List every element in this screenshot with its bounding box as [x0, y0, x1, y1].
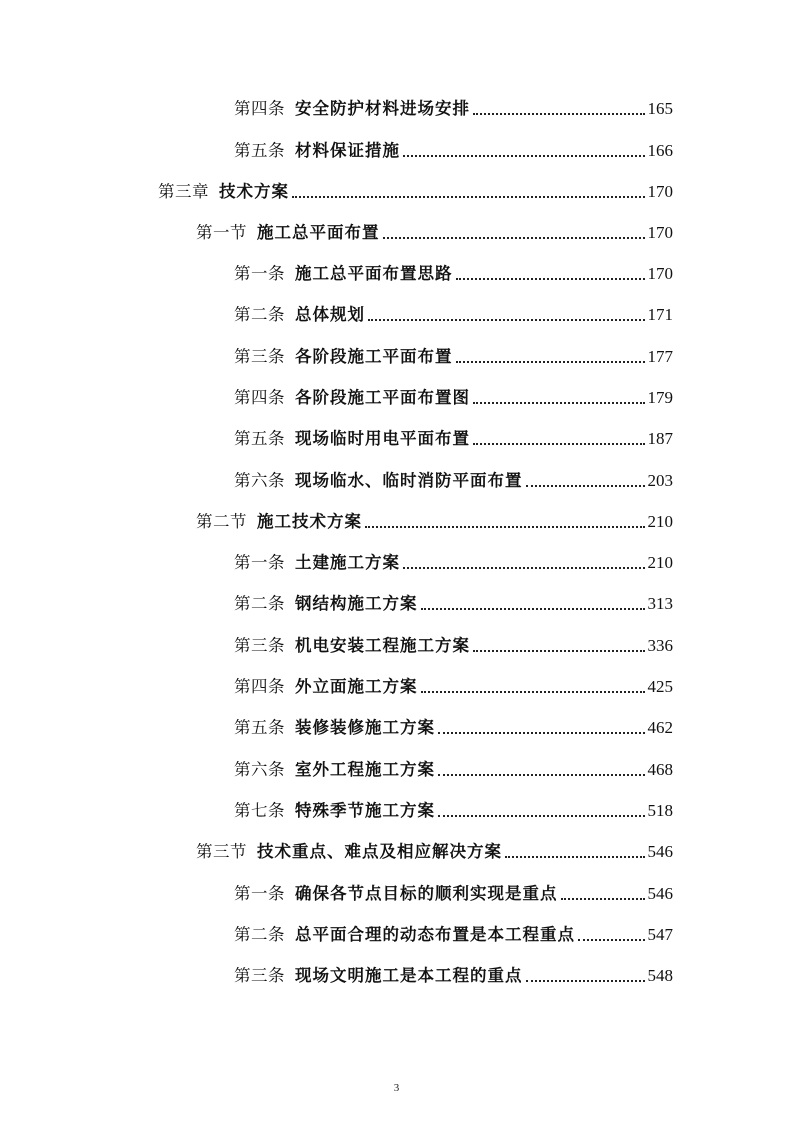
- dot-leader: [368, 318, 645, 321]
- entry-page: 468: [647, 760, 673, 779]
- toc-entry[interactable]: [196, 218, 673, 244]
- toc-entry[interactable]: [234, 259, 673, 285]
- entry-page: 210: [647, 512, 673, 531]
- dot-leader: [578, 938, 645, 941]
- entry-number: 第一条: [234, 553, 285, 572]
- entry-page: 170: [647, 264, 673, 283]
- toc-entry[interactable]: [158, 177, 673, 203]
- toc-entry[interactable]: [234, 424, 673, 450]
- dot-leader: [526, 484, 645, 487]
- dot-leader: [561, 897, 645, 900]
- entry-page: 336: [647, 636, 673, 655]
- entry-number: 第一条: [234, 264, 285, 283]
- toc-entry[interactable]: [234, 796, 673, 822]
- entry-title: 安全防护材料进场安排: [295, 99, 470, 118]
- dot-leader: [365, 525, 645, 528]
- entry-page: 171: [647, 305, 673, 324]
- dot-leader: [473, 401, 645, 404]
- entry-page: 177: [647, 347, 673, 366]
- entry-page: 179: [647, 388, 673, 407]
- entry-page: 425: [647, 677, 673, 696]
- entry-page: 170: [647, 223, 673, 242]
- toc-entry[interactable]: [196, 507, 673, 533]
- entry-number: 第六条: [234, 471, 285, 490]
- dot-leader: [473, 112, 645, 115]
- entry-page: 546: [647, 884, 673, 903]
- toc-entry[interactable]: [234, 300, 673, 326]
- entry-title: 施工总平面布置思路: [295, 264, 453, 283]
- entry-number: 第二条: [234, 594, 285, 613]
- toc-entry[interactable]: [196, 837, 673, 863]
- dot-leader: [421, 607, 645, 610]
- toc-entry[interactable]: [234, 631, 673, 657]
- dot-leader: [456, 277, 645, 280]
- toc-entry[interactable]: [234, 94, 673, 120]
- toc-entry[interactable]: [234, 879, 673, 905]
- entry-title: 装修装修施工方案: [295, 718, 435, 737]
- toc-entry[interactable]: [234, 920, 673, 946]
- toc-entry[interactable]: [234, 713, 673, 739]
- entry-number: 第三条: [234, 636, 285, 655]
- entry-page: 203: [647, 471, 673, 490]
- entry-title: 现场临时用电平面布置: [295, 429, 470, 448]
- page-number: 3: [393, 1082, 400, 1094]
- entry-title: 特殊季节施工方案: [295, 801, 435, 820]
- dot-leader: [505, 855, 645, 858]
- entry-title: 现场临水、临时消防平面布置: [295, 471, 523, 490]
- entry-title: 土建施工方案: [295, 553, 400, 572]
- dot-leader: [526, 979, 645, 982]
- entry-title: 各阶段施工平面布置: [295, 347, 453, 366]
- dot-leader: [403, 566, 645, 569]
- entry-title: 材料保证措施: [295, 141, 400, 160]
- entry-number: 第三条: [234, 966, 285, 985]
- entry-title: 总体规划: [295, 305, 365, 324]
- toc-entry[interactable]: [234, 136, 673, 162]
- entry-title: 确保各节点目标的顺利实现是重点: [295, 884, 558, 903]
- dot-leader: [438, 773, 645, 776]
- dot-leader: [292, 195, 645, 198]
- entry-number: 第二节: [196, 512, 247, 531]
- dot-leader: [456, 360, 645, 363]
- entry-page: 187: [647, 429, 673, 448]
- entry-title: 外立面施工方案: [295, 677, 418, 696]
- entry-page: 547: [647, 925, 673, 944]
- dot-leader: [438, 814, 645, 817]
- entry-title: 机电安装工程施工方案: [295, 636, 470, 655]
- toc-entry[interactable]: [234, 755, 673, 781]
- toc-entry[interactable]: [234, 342, 673, 368]
- entry-page: 165: [647, 99, 673, 118]
- entry-number: 第四条: [234, 677, 285, 696]
- toc-entry[interactable]: [234, 383, 673, 409]
- entry-page: 546: [647, 842, 673, 861]
- entry-page: 170: [647, 182, 673, 201]
- toc-entry[interactable]: [234, 961, 673, 987]
- entry-number: 第一节: [196, 223, 247, 242]
- entry-number: 第四条: [234, 99, 285, 118]
- entry-number: 第二条: [234, 925, 285, 944]
- entry-title: 钢结构施工方案: [295, 594, 418, 613]
- entry-title: 技术方案: [219, 182, 289, 201]
- entry-number: 第二条: [234, 305, 285, 324]
- entry-number: 第一条: [234, 884, 285, 903]
- dot-leader: [403, 154, 645, 157]
- entry-page: 462: [647, 718, 673, 737]
- entry-number: 第五条: [234, 429, 285, 448]
- toc-entry[interactable]: [234, 548, 673, 574]
- entry-page: 166: [647, 141, 673, 160]
- entry-page: 313: [647, 594, 673, 613]
- entry-title: 室外工程施工方案: [295, 760, 435, 779]
- entry-page: 518: [647, 801, 673, 820]
- entry-number: 第三节: [196, 842, 247, 861]
- entry-number: 第三条: [234, 347, 285, 366]
- entry-page: 210: [647, 553, 673, 572]
- entry-number: 第三章: [158, 182, 209, 201]
- entry-title: 现场文明施工是本工程的重点: [295, 966, 523, 985]
- entry-title: 施工总平面布置: [257, 223, 380, 242]
- toc-entry[interactable]: [234, 589, 673, 615]
- entry-title: 总平面合理的动态布置是本工程重点: [295, 925, 575, 944]
- dot-leader: [383, 236, 645, 239]
- entry-title: 施工技术方案: [257, 512, 362, 531]
- entry-number: 第六条: [234, 760, 285, 779]
- dot-leader: [473, 442, 645, 445]
- toc-entry[interactable]: [234, 672, 673, 698]
- entry-title: 技术重点、难点及相应解决方案: [257, 842, 502, 861]
- dot-leader: [438, 731, 645, 734]
- entry-title: 各阶段施工平面布置图: [295, 388, 470, 407]
- dot-leader: [473, 649, 645, 652]
- toc-entry[interactable]: [234, 466, 673, 492]
- entry-page: 548: [647, 966, 673, 985]
- entry-number: 第五条: [234, 718, 285, 737]
- entry-number: 第七条: [234, 801, 285, 820]
- entry-number: 第五条: [234, 141, 285, 160]
- entry-number: 第四条: [234, 388, 285, 407]
- dot-leader: [421, 690, 645, 693]
